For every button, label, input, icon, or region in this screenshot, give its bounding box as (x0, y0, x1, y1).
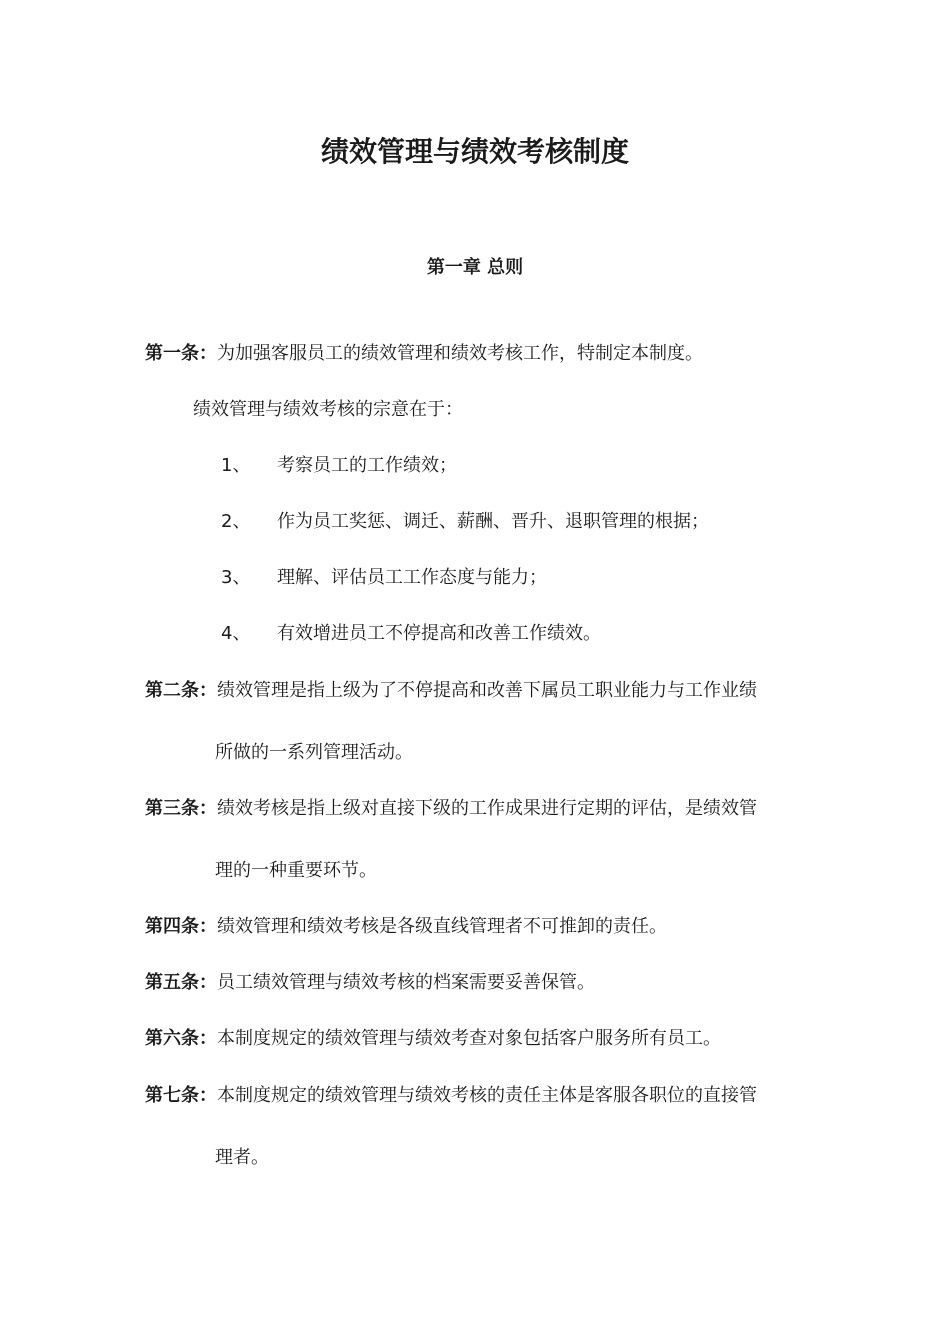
article-7 (145, 1083, 757, 1109)
article-7-label: 第七条： (145, 1085, 217, 1106)
purpose-intro: 绩效管理与绩效考核的宗意在于： (193, 399, 463, 420)
article-4-label: 第四条： (145, 916, 217, 937)
article-3-label: 第三条： (145, 798, 217, 819)
article-6-label: 第六条： (145, 1028, 217, 1049)
article-5-text: 员工绩效管理与绩效考核的档案需要妥善保管。 (217, 972, 595, 993)
purpose-item-2-number: 2、 (221, 511, 251, 532)
article-2-text-line-2: 所做的一系列管理活动。 (215, 742, 413, 763)
article-7-text-line-2: 理者。 (215, 1147, 269, 1168)
purpose-item-3 (221, 565, 547, 591)
purpose-item-1 (221, 453, 457, 479)
article-4-text: 绩效管理和绩效考核是各级直线管理者不可推卸的责任。 (217, 916, 667, 937)
purpose-item-2 (221, 509, 709, 535)
article-1 (145, 341, 703, 367)
article-6 (145, 1026, 721, 1052)
article-2-text-line-1: 绩效管理是指上级为了不停提高和改善下属员工职业能力与工作业绩 (217, 680, 757, 701)
article-7-text-line-1: 本制度规定的绩效管理与绩效考核的责任主体是客服各职位的直接管 (217, 1085, 757, 1106)
document-title: 绩效管理与绩效考核制度 (320, 135, 629, 168)
article-6-text: 本制度规定的绩效管理与绩效考查对象包括客户服务所有员工。 (217, 1028, 721, 1049)
article-3 (145, 796, 757, 822)
article-2-label: 第二条： (145, 680, 217, 701)
purpose-item-2-text: 作为员工奖惩、调迁、薪酬、晋升、退职管理的根据； (277, 511, 709, 532)
article-4 (145, 914, 667, 940)
purpose-item-4-number: 4、 (221, 623, 251, 644)
purpose-item-3-number: 3、 (221, 567, 251, 588)
article-3-text-line-2: 理的一种重要环节。 (215, 860, 377, 881)
article-5-label: 第五条： (145, 972, 217, 993)
article-5 (145, 970, 595, 996)
purpose-item-3-text: 理解、评估员工工作态度与能力； (277, 567, 547, 588)
article-2 (145, 678, 757, 704)
purpose-item-1-text: 考察员工的工作绩效； (277, 455, 457, 476)
purpose-item-4-text: 有效增进员工不停提高和改善工作绩效。 (277, 623, 601, 644)
article-1-label: 第一条： (145, 343, 217, 364)
article-3-text-line-1: 绩效考核是指上级对直接下级的工作成果进行定期的评估，是绩效管 (217, 798, 757, 819)
purpose-item-1-number: 1、 (221, 455, 251, 476)
purpose-item-4 (221, 621, 601, 647)
chapter-title: 第一章 总则 (426, 257, 524, 278)
article-1-text: 为加强客服员工的绩效管理和绩效考核工作，特制定本制度。 (217, 343, 703, 364)
